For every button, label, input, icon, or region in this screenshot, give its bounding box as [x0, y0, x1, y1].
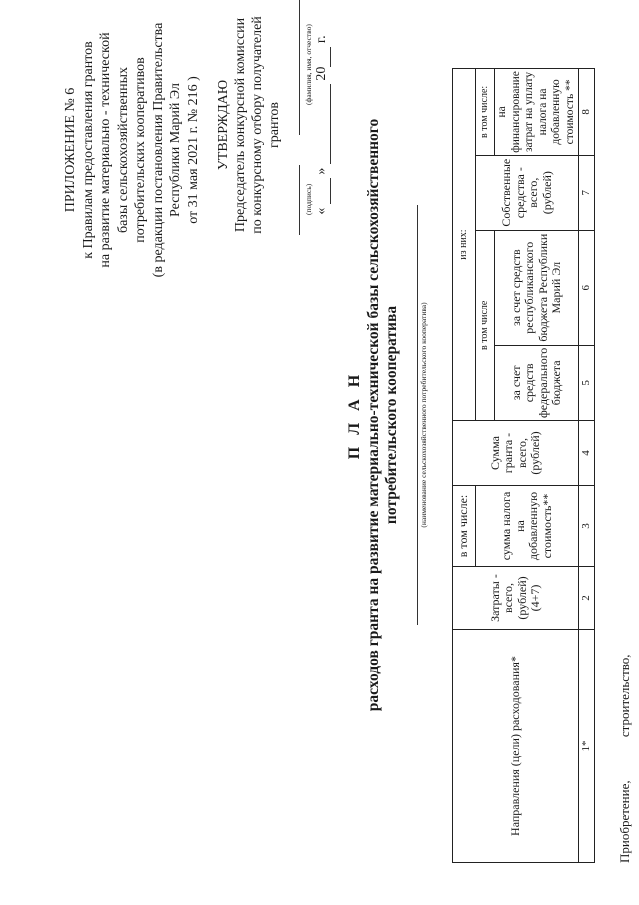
header-federal: за счет средств федерального бюджета — [495, 345, 579, 420]
signature-caption: (подпись) — [304, 183, 313, 215]
header-direction: Направления (цели) расходования* — [453, 630, 579, 863]
header-incl: в том числе: — [453, 486, 476, 567]
plan-title: П Л А Н — [346, 370, 363, 460]
signature-row — [285, 0, 313, 255]
year-suffix: г. — [314, 35, 329, 44]
appendix-line: Республики Марий Эл — [168, 83, 183, 217]
header-own-vat: на финансирование затрат на уплату налога на добавленную стоимость ** — [495, 69, 579, 156]
col-number: 7 — [579, 155, 595, 230]
approval-line: Председатель конкурсной комиссии — [233, 17, 248, 233]
col-number: 2 — [579, 567, 595, 630]
col-number: 5 — [579, 345, 595, 420]
plan-subtitle: расходов гранта на развитие материально-технической базы сельскохозяйственного — [365, 118, 382, 712]
appendix-line: (в редакции постановления Правительства — [150, 22, 166, 278]
footer-text — [617, 614, 633, 863]
appendix-line: ПРИЛОЖЕНИЕ № 6 — [63, 87, 78, 213]
header-own: Собственные средства - всего, (рублей) — [476, 155, 579, 230]
footer-word: строительство, — [617, 654, 632, 738]
header-incl-3: в том числе: — [476, 69, 495, 156]
approval-line: по конкурсному отбору получателей грантов — [250, 16, 282, 234]
appendix-line: от 31 мая 2021 г. № 216 ) — [185, 76, 201, 224]
header-grant: Сумма гранта - всего, (рублей) — [453, 421, 579, 486]
appendix-line: на развитие материально - технической — [98, 32, 113, 268]
plan-title-block — [345, 65, 428, 765]
plan-subtitle: потребительского кооператива — [383, 305, 400, 525]
col-number: 3 — [579, 486, 595, 567]
organization-caption: (наименование сельскохозяйственного потребительского кооператива) — [419, 302, 428, 528]
col-number: 8 — [579, 69, 595, 156]
expense-plan-table — [452, 68, 595, 863]
date-quote-close: » — [314, 167, 329, 175]
date-quote-open: « — [314, 207, 329, 215]
appendix-line: потребительских кооперативов — [133, 57, 148, 243]
col-number: 1* — [579, 630, 595, 863]
footer-word: Приобретение, — [617, 780, 632, 863]
organization-line — [417, 205, 418, 625]
header-costs: Затраты - всего, (рублей) (4+7) — [453, 567, 579, 630]
appendix-line: базы сельскохозяйственных — [115, 66, 131, 234]
col-number: 6 — [579, 230, 595, 345]
header-of-them: из них: — [453, 69, 476, 421]
approval-heading: УТВЕРЖДАЮ — [216, 79, 231, 171]
name-caption: (фамилия, имя, отчество) — [304, 24, 313, 105]
appendix-header — [62, 0, 202, 300]
col-number: 4 — [579, 421, 595, 486]
header-incl-2: в том числе — [476, 230, 495, 420]
header-republic: за счет средств республиканского бюджета Республики Марий Эл — [495, 230, 579, 345]
approval-block — [215, 0, 331, 255]
year-prefix: 20 — [314, 66, 329, 81]
header-vat: сумма налога на добавленную стоимость** — [476, 486, 579, 567]
appendix-line: к Правилам предоставления грантов — [80, 41, 96, 259]
